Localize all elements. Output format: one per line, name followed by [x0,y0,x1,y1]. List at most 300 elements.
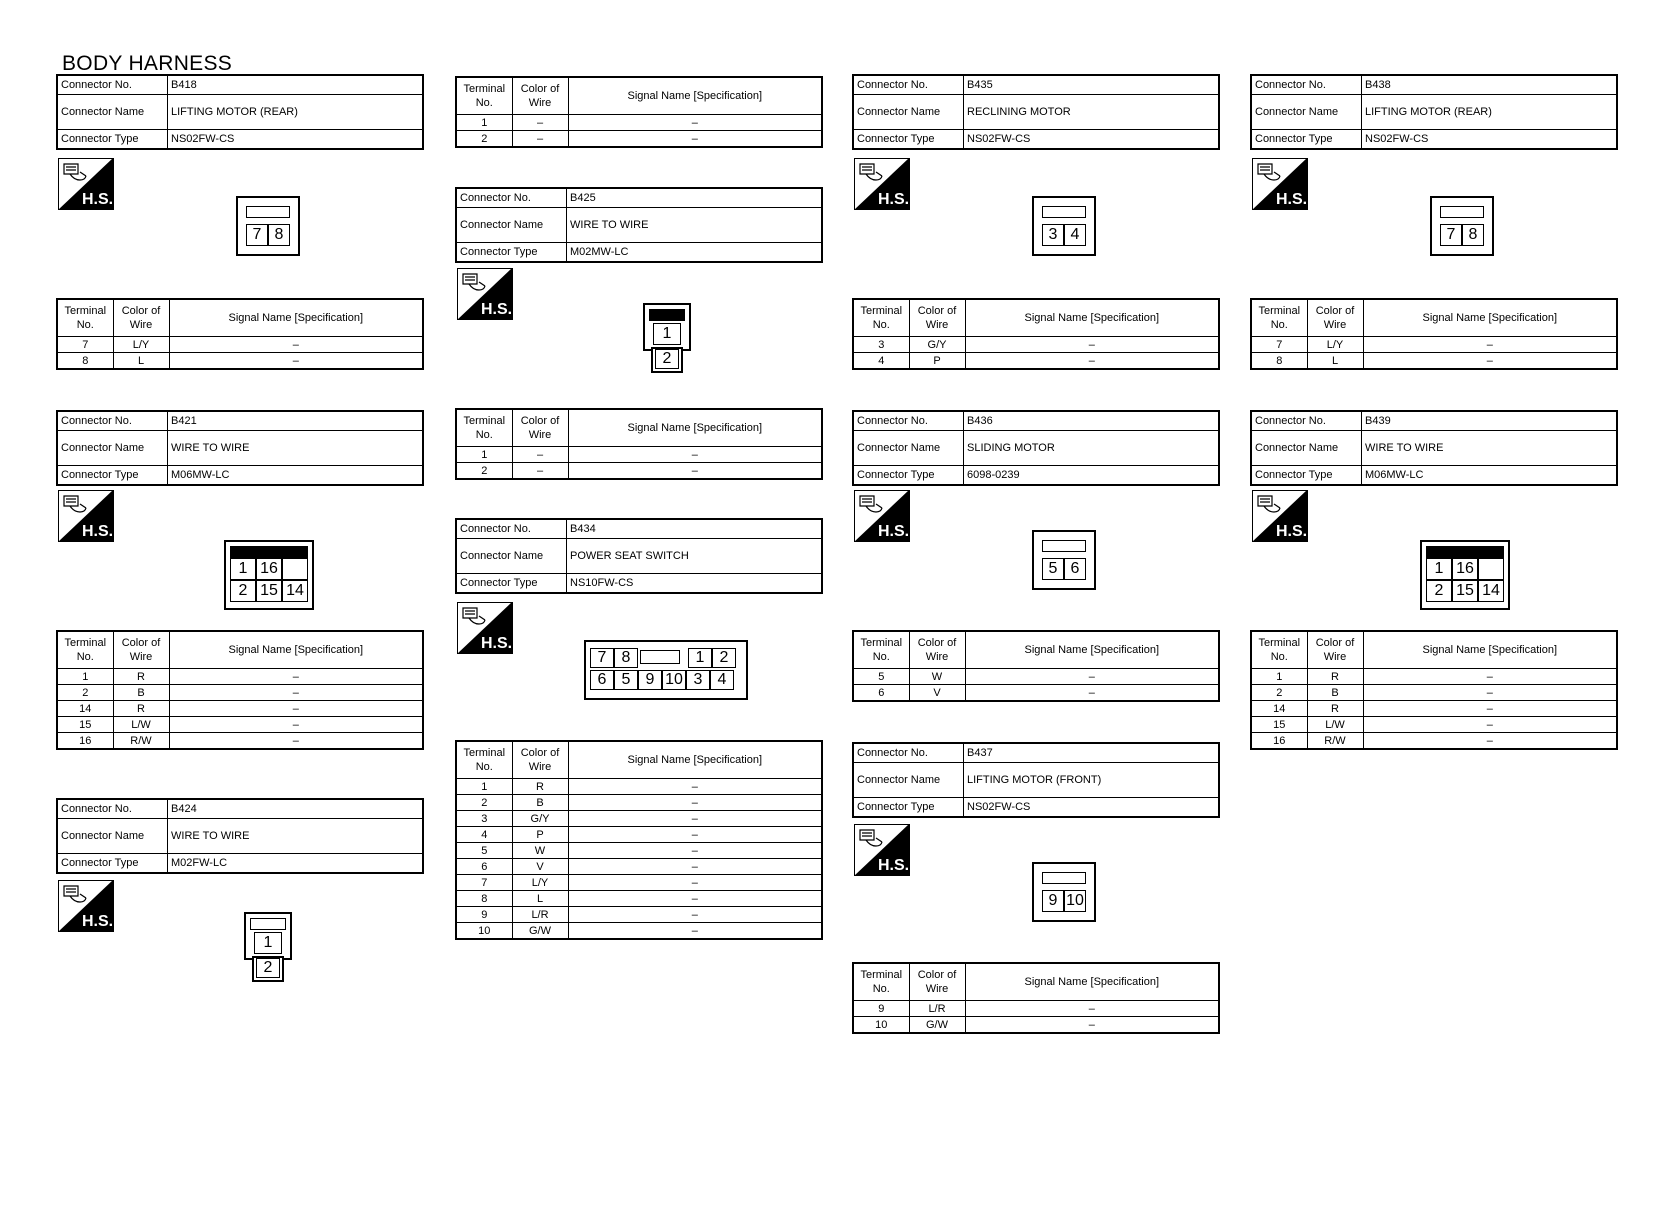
wire-color-cell: R [1307,669,1363,685]
signal-name-header: Signal Name [Specification] [1363,299,1617,337]
connector-no-label: Connector No. [457,189,567,207]
header-row [58,800,422,818]
connector-pin: 2 [655,349,679,369]
connector-type-label: Connector Type [854,466,964,484]
signal-cell: – [1363,701,1617,717]
table-row [456,843,822,859]
connector-lock [246,206,290,218]
connector-pin: 2 [230,580,256,602]
connector-no-value: B421 [171,415,197,427]
connector-pin: 9 [1042,890,1064,912]
connector-pin: 15 [1452,580,1478,602]
table-row [456,795,822,811]
terminal-cell: 7 [1251,337,1307,353]
terminal-cell: 15 [57,717,113,733]
connector-pin: 9 [638,670,662,690]
connector-type-label: Connector Type [58,466,168,484]
table-row [853,669,1219,685]
terminal-table-b421 [56,630,424,750]
connector-pin: 1 [1426,558,1452,580]
wire-color-cell: B [1307,685,1363,701]
connector-key [649,309,685,321]
connector-pin: 10 [1064,890,1086,912]
signal-cell: – [169,685,423,701]
connector-name-label: Connector Name [58,431,168,465]
connector-name-value: WIRE TO WIRE [1365,442,1444,454]
table-row [1251,717,1617,733]
table-row [57,701,423,717]
wire-color-cell: R [113,701,169,717]
terminal-no-header: Terminal No. [456,409,512,447]
header-row [1252,430,1616,465]
terminal-cell: 6 [853,685,909,702]
table-row [853,1001,1219,1017]
connector-pin: 3 [1042,224,1064,246]
connector-pin: 15 [256,580,282,602]
wire-color-cell: G/Y [909,337,965,353]
connector-type-value: NS02FW-CS [967,133,1031,145]
header-row [58,129,422,148]
terminal-cell: 6 [456,859,512,875]
connector-pin: 6 [590,670,614,690]
connector-no-label: Connector No. [58,412,168,430]
connector-no-value: B434 [570,523,596,535]
signal-cell: – [568,923,822,940]
terminal-cell: 10 [456,923,512,940]
wire-color-cell: V [909,685,965,702]
page-title: BODY HARNESS [62,52,233,75]
signal-cell: – [965,669,1219,685]
header-row [58,76,422,94]
table-row [456,463,822,480]
connector-face-b436 [1032,530,1096,590]
connector-face-b421 [224,540,314,610]
signal-cell: – [1363,669,1617,685]
connector-no-value: B437 [967,747,993,759]
terminal-cell: 2 [57,685,113,701]
connector-key [230,546,308,558]
wire-color-cell: L/Y [512,875,568,891]
color-of-wire-header: Color of Wire [512,77,568,115]
terminal-cell: 2 [456,131,512,148]
signal-cell: – [568,779,822,795]
connector-pin: 7 [590,648,614,668]
signal-name-header: Signal Name [Specification] [1363,631,1617,669]
table-row [456,779,822,795]
terminal-cell: 3 [456,811,512,827]
signal-cell: – [568,827,822,843]
terminal-cell: 1 [456,779,512,795]
signal-name-header: Signal Name [Specification] [169,299,423,337]
connector-pin: 8 [1462,224,1484,246]
signal-name-header: Signal Name [Specification] [568,409,822,447]
header-row [58,818,422,853]
signal-cell: – [169,717,423,733]
connector-no-label: Connector No. [58,76,168,94]
signal-name-header: Signal Name [Specification] [965,299,1219,337]
header-row [457,538,821,573]
connector-face-b439 [1420,540,1510,610]
hs-badge-text: H.S. [878,191,910,208]
connector-pin: 2 [256,958,280,978]
wire-color-cell: L/Y [113,337,169,353]
signal-cell: – [568,843,822,859]
table-row [456,447,822,463]
connector-type-value: M02MW-LC [570,246,629,258]
signal-cell: – [965,337,1219,353]
connector-no-value: B435 [967,79,993,91]
wire-color-cell: L/W [1307,717,1363,733]
connector-no-label: Connector No. [854,412,964,430]
connector-type-label: Connector Type [457,574,567,592]
terminal-cell: 15 [1251,717,1307,733]
signal-cell: – [965,353,1219,370]
connector-pin: 1 [688,648,712,668]
terminal-cell: 7 [456,875,512,891]
connector-type-value: M06MW-LC [1365,469,1424,481]
wire-color-cell: L [1307,353,1363,370]
header-row [1252,465,1616,484]
color-of-wire-header: Color of Wire [512,409,568,447]
terminal-no-header: Terminal No. [57,631,113,669]
connector-no-label: Connector No. [1252,412,1362,430]
hs-harness-side-icon [854,490,910,542]
connector-pin: 1 [230,558,256,580]
table-row [456,907,822,923]
connector-no-value: B418 [171,79,197,91]
terminal-table-b425 [455,408,823,480]
header-row [854,76,1218,94]
connector-no-value: B439 [1365,415,1391,427]
terminal-cell: 14 [57,701,113,717]
connector-name-value: WIRE TO WIRE [171,830,250,842]
connector-pin: 2 [1426,580,1452,602]
connector-type-value: NS02FW-CS [1365,133,1429,145]
connector-type-label: Connector Type [1252,130,1362,148]
table-row [1251,685,1617,701]
header-row [457,207,821,242]
connector-header-b438 [1250,74,1618,150]
connector-header-b421 [56,410,424,486]
connector-pin: 4 [1064,224,1086,246]
header-row [457,189,821,207]
connector-type-label: Connector Type [58,130,168,148]
hs-badge-text: H.S. [82,191,114,208]
color-of-wire-header: Color of Wire [1307,631,1363,669]
signal-cell: – [1363,685,1617,701]
hs-badge-text: H.S. [481,301,513,318]
hs-badge-text: H.S. [481,635,513,652]
table-row [456,891,822,907]
signal-cell: – [169,701,423,717]
connector-type-value: 6098-0239 [967,469,1020,481]
connector-type-label: Connector Type [854,798,964,816]
connector-type-value: NS02FW-CS [171,133,235,145]
header-row [854,430,1218,465]
terminal-no-header: Terminal No. [456,77,512,115]
header-row [457,573,821,592]
hs-harness-side-icon [58,490,114,542]
header-row [854,412,1218,430]
wire-color-cell: P [512,827,568,843]
connector-empty-cavity [282,558,308,580]
hs-harness-side-icon [457,268,513,320]
connector-no-label: Connector No. [58,800,168,818]
connector-pin: 10 [662,670,686,690]
header-row [58,465,422,484]
connector-lock [1440,206,1484,218]
terminal-cell: 1 [456,447,512,463]
connector-name-label: Connector Name [1252,431,1362,465]
connector-face-b418 [236,196,300,256]
connector-face-b425 [643,303,691,373]
signal-cell: – [568,463,822,480]
terminal-cell: 1 [57,669,113,685]
connector-no-value: B424 [171,803,197,815]
connector-pin: 16 [256,558,282,580]
signal-cell: – [568,891,822,907]
signal-cell: – [965,1017,1219,1034]
connector-pin: 14 [282,580,308,602]
connector-no-label: Connector No. [854,744,964,762]
signal-cell: – [169,353,423,370]
connector-pin: 3 [686,670,710,690]
connector-type-value: NS02FW-CS [967,801,1031,813]
signal-cell: – [1363,717,1617,733]
signal-cell: – [965,1001,1219,1017]
wire-color-cell: – [512,447,568,463]
terminal-cell: 9 [853,1001,909,1017]
wire-color-cell: G/W [909,1017,965,1034]
table-row [57,733,423,750]
connector-no-label: Connector No. [457,520,567,538]
terminal-cell: 9 [456,907,512,923]
header-row [58,412,422,430]
connector-name-label: Connector Name [58,819,168,853]
connector-type-value: M02FW-LC [171,857,228,869]
connector-face-b437 [1032,862,1096,922]
hs-harness-side-icon [854,158,910,210]
connector-no-label: Connector No. [1252,76,1362,94]
connector-pin: 4 [710,670,734,690]
connector-empty-cavity [1478,558,1504,580]
signal-name-header: Signal Name [Specification] [965,631,1219,669]
terminal-cell: 3 [853,337,909,353]
connector-name-label: Connector Name [58,95,168,129]
connector-pin: 8 [268,224,290,246]
header-row [457,520,821,538]
terminal-table-b435 [852,298,1220,370]
connector-header-b418 [56,74,424,150]
connector-name-label: Connector Name [854,431,964,465]
table-row [1251,669,1617,685]
terminal-no-header: Terminal No. [1251,631,1307,669]
table-row [456,827,822,843]
wire-color-cell: G/Y [512,811,568,827]
signal-cell: – [169,337,423,353]
terminal-cell: 1 [1251,669,1307,685]
signal-name-header: Signal Name [Specification] [169,631,423,669]
terminal-table-top_table [455,76,823,148]
table-row [1251,337,1617,353]
wire-color-cell: R [1307,701,1363,717]
signal-cell: – [568,859,822,875]
wire-color-cell: – [512,463,568,480]
signal-name-header: Signal Name [Specification] [568,741,822,779]
table-row [57,685,423,701]
hs-badge-text: H.S. [1276,523,1308,540]
connector-name-value: RECLINING MOTOR [967,106,1071,118]
terminal-no-header: Terminal No. [1251,299,1307,337]
connector-pin: 1 [653,323,681,345]
wire-color-cell: B [113,685,169,701]
header-row [854,465,1218,484]
connector-type-value: NS10FW-CS [570,577,634,589]
terminal-cell: 16 [57,733,113,750]
signal-cell: – [169,669,423,685]
signal-cell: – [568,907,822,923]
hs-harness-side-icon [58,880,114,932]
wire-color-cell: L [113,353,169,370]
signal-cell: – [568,115,822,131]
wire-color-cell: – [512,115,568,131]
connector-no-value: B436 [967,415,993,427]
signal-cell: – [568,447,822,463]
connector-header-b439 [1250,410,1618,486]
connector-header-b436 [852,410,1220,486]
connector-name-value: WIRE TO WIRE [171,442,250,454]
table-row [57,337,423,353]
connector-header-b434 [455,518,823,594]
wire-color-cell: R [113,669,169,685]
terminal-no-header: Terminal No. [853,631,909,669]
connector-name-value: LIFTING MOTOR (REAR) [171,106,298,118]
terminal-cell: 8 [1251,353,1307,370]
wire-color-cell: R [512,779,568,795]
connector-pin: 16 [1452,558,1478,580]
connector-face-b438 [1430,196,1494,256]
table-row [57,717,423,733]
table-row [456,115,822,131]
header-row [1252,412,1616,430]
table-row [853,337,1219,353]
color-of-wire-header: Color of Wire [113,299,169,337]
connector-lock [1042,206,1086,218]
hs-badge-text: H.S. [878,857,910,874]
connector-type-label: Connector Type [58,854,168,872]
header-row [854,744,1218,762]
connector-pin: 2 [712,648,736,668]
wire-color-cell: – [512,131,568,148]
table-row [853,1017,1219,1034]
table-row [456,859,822,875]
header-row [1252,129,1616,148]
wire-color-cell: L/R [512,907,568,923]
wire-color-cell: B [512,795,568,811]
table-row [456,923,822,940]
wire-color-cell: L [512,891,568,907]
signal-cell: – [1363,337,1617,353]
signal-cell: – [568,795,822,811]
table-row [1251,701,1617,717]
terminal-cell: 7 [57,337,113,353]
connector-name-label: Connector Name [457,208,567,242]
wire-color-cell: V [512,859,568,875]
terminal-cell: 1 [456,115,512,131]
terminal-no-header: Terminal No. [853,963,909,1001]
wire-color-cell: L/W [113,717,169,733]
header-row [58,853,422,872]
connector-key [1426,546,1504,558]
header-row [854,797,1218,816]
connector-lock [1042,540,1086,552]
signal-cell: – [965,685,1219,702]
terminal-cell: 4 [853,353,909,370]
connector-pin: 6 [1064,558,1086,580]
terminal-table-b438 [1250,298,1618,370]
signal-cell: – [568,811,822,827]
connector-header-b435 [852,74,1220,150]
hs-badge-text: H.S. [82,523,114,540]
connector-face-b435 [1032,196,1096,256]
connector-header-b425 [455,187,823,263]
connector-type-label: Connector Type [457,243,567,261]
terminal-table-b439 [1250,630,1618,750]
wire-color-cell: W [909,669,965,685]
wire-color-cell: G/W [512,923,568,940]
terminal-cell: 2 [456,795,512,811]
header-row [854,762,1218,797]
wire-color-cell: R/W [1307,733,1363,750]
table-row [456,131,822,148]
connector-face-b424 [244,912,292,982]
hs-badge-text: H.S. [82,913,114,930]
connector-name-label: Connector Name [457,539,567,573]
hs-harness-side-icon [1252,158,1308,210]
connector-name-label: Connector Name [854,763,964,797]
connector-pin: 5 [614,670,638,690]
wire-color-cell: R/W [113,733,169,750]
hs-harness-side-icon [854,824,910,876]
table-row [57,669,423,685]
color-of-wire-header: Color of Wire [909,963,965,1001]
hs-harness-side-icon [1252,490,1308,542]
connector-no-value: B425 [570,192,596,204]
connector-name-label: Connector Name [1252,95,1362,129]
connector-name-value: WIRE TO WIRE [570,219,649,231]
connector-lock [640,650,680,664]
hs-harness-side-icon [457,602,513,654]
table-row [853,353,1219,370]
table-row [456,875,822,891]
terminal-table-b436 [852,630,1220,702]
table-row [456,811,822,827]
header-row [58,94,422,129]
terminal-table-b437 [852,962,1220,1034]
connector-pin: 8 [614,648,638,668]
hs-harness-side-icon [58,158,114,210]
color-of-wire-header: Color of Wire [512,741,568,779]
connector-pin: 14 [1478,580,1504,602]
signal-cell: – [169,733,423,750]
terminal-no-header: Terminal No. [57,299,113,337]
terminal-cell: 8 [57,353,113,370]
connector-lock [1042,872,1086,884]
terminal-cell: 2 [456,463,512,480]
terminal-cell: 10 [853,1017,909,1034]
table-row [853,685,1219,702]
header-row [854,94,1218,129]
